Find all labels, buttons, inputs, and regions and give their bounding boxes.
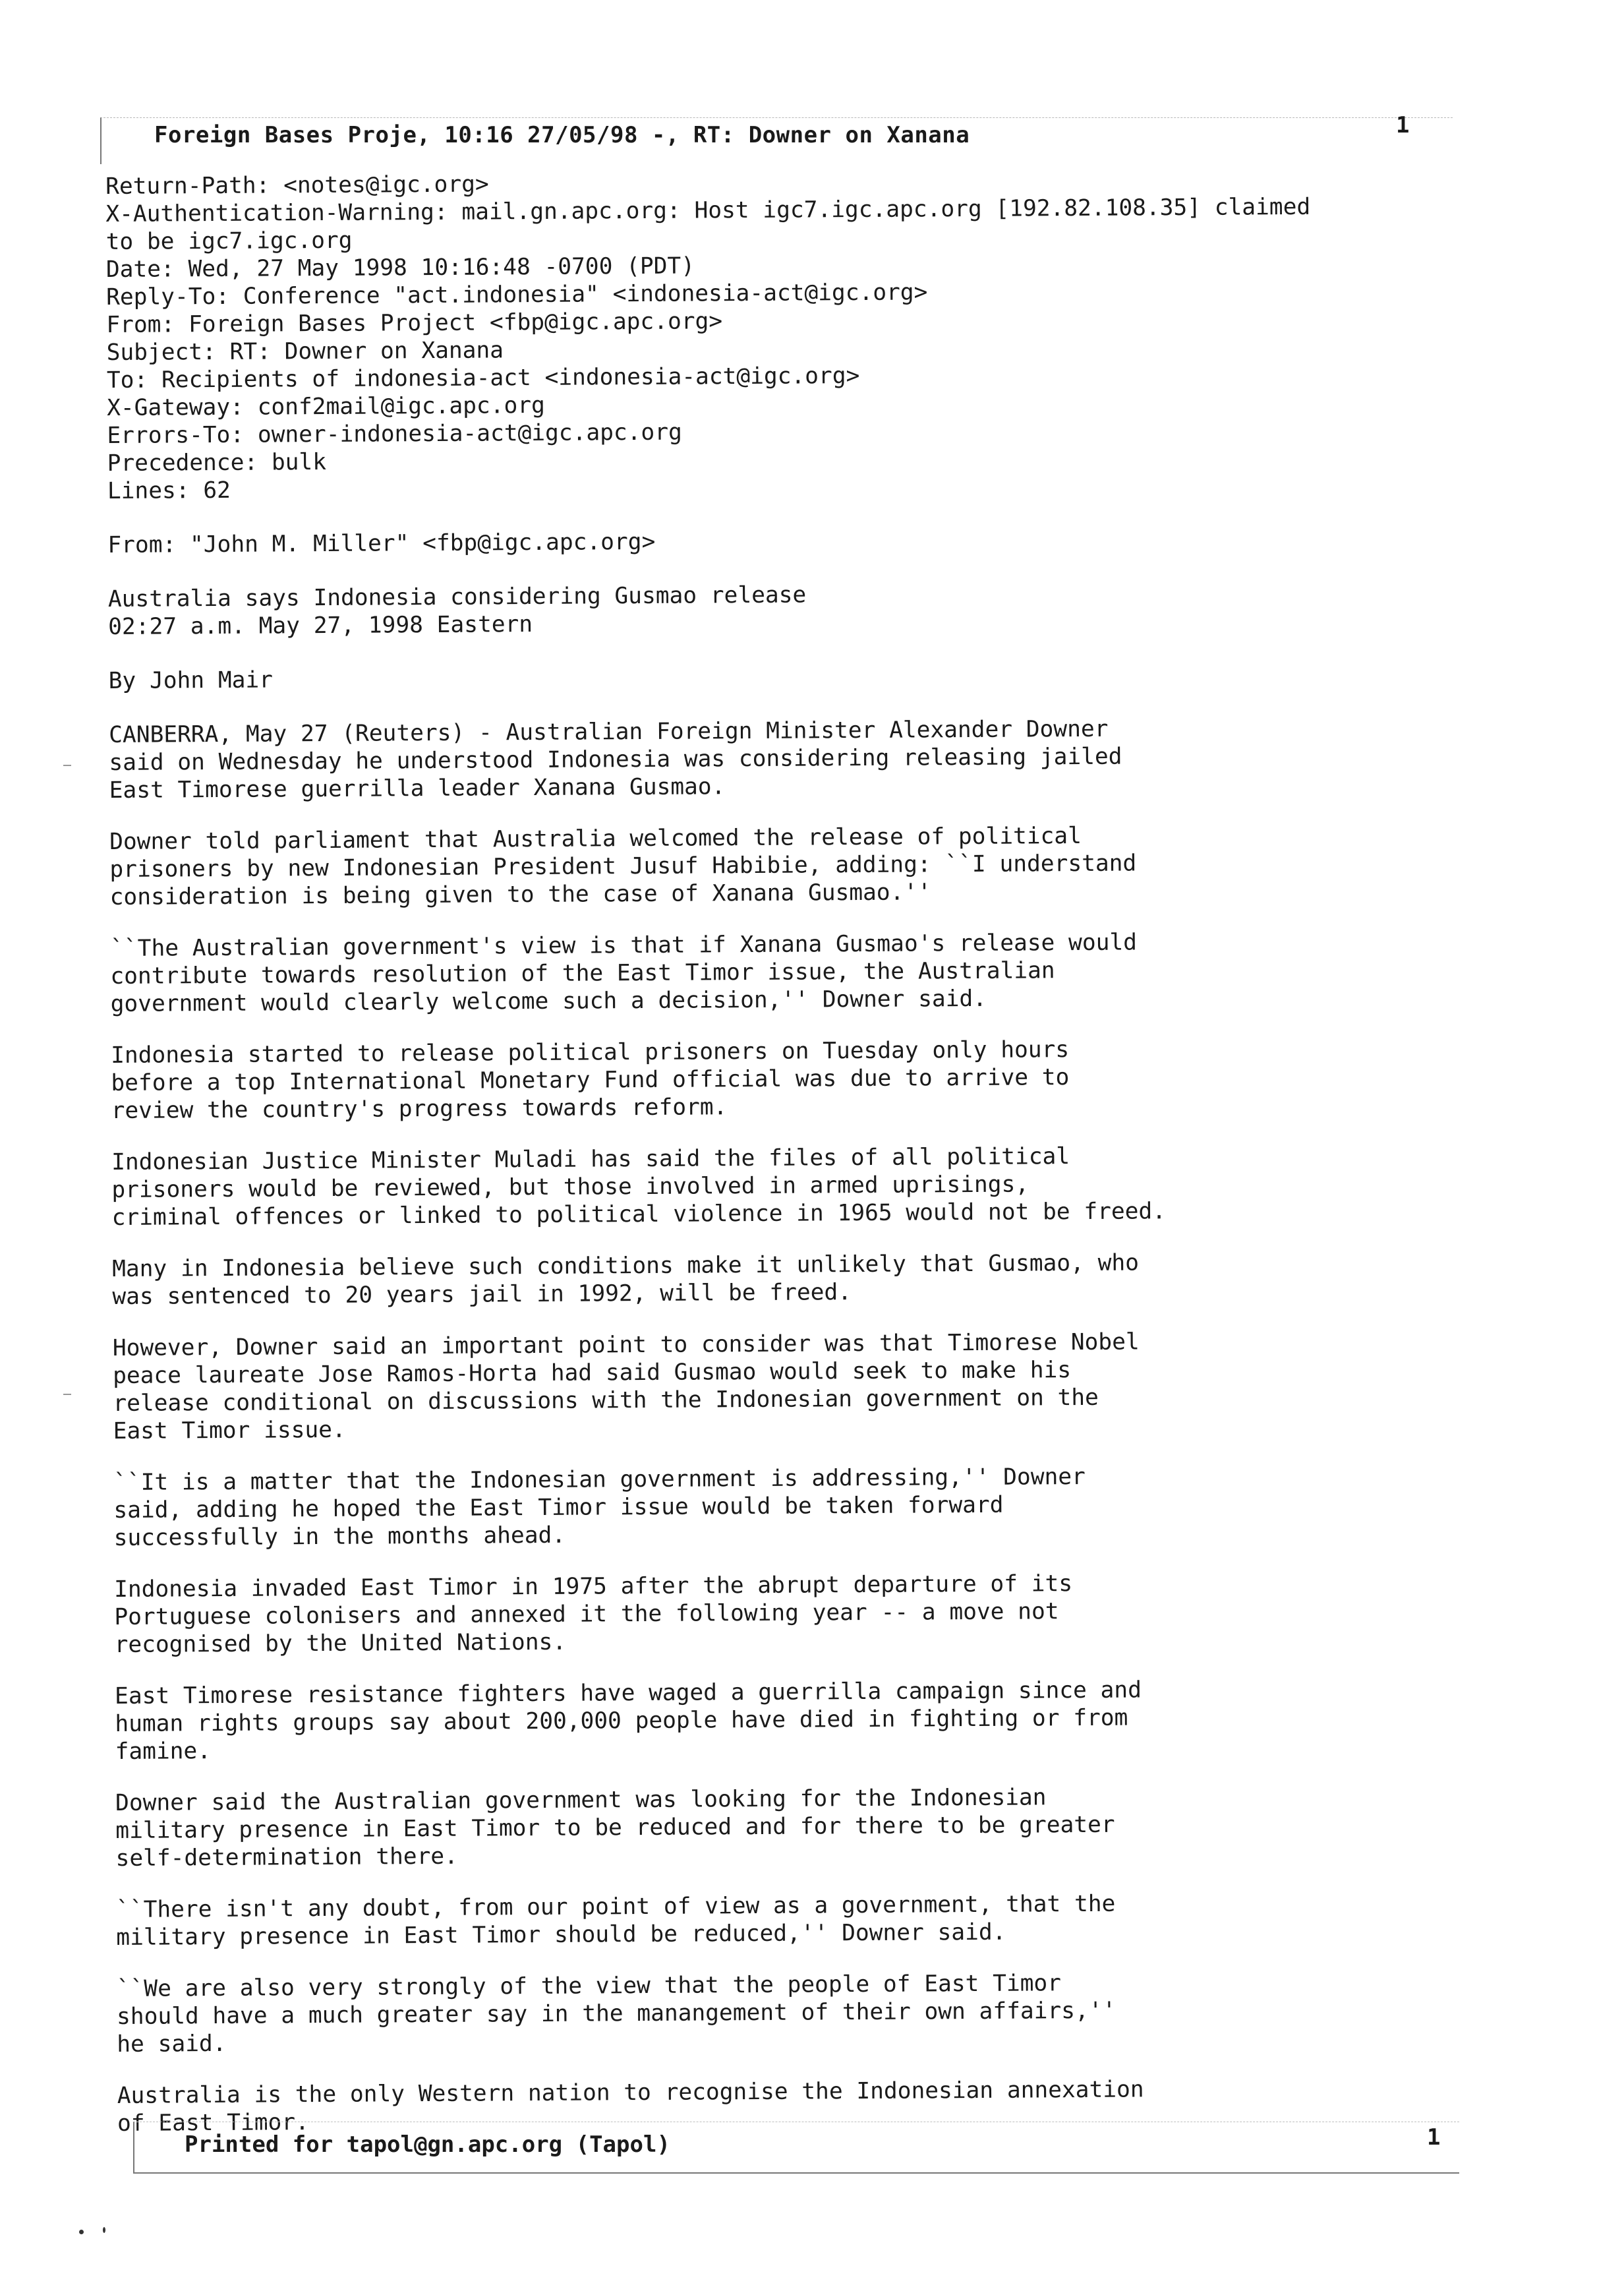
article-paragraph: ``There isn't any doubt, from our point of view as a government, that the military presence in East Timor should be reduced,'' Downer said. — [115, 1890, 1116, 1951]
article-paragraph: Downer said the Australian government was looking for the Indonesian military presence in East Timor to be reduced and for there to be greater self-determination there. — [115, 1784, 1115, 1872]
header-line: Subject: RT: Downer on Xanana — [106, 337, 504, 366]
article-paragraph: However, Downer said an important point to consider was that Timorese Nobel peace laureate Jose Ramos-Horta had said Gusmao would seek to make his release conditional on discussions with the Indonesian government on the East Timor issue. — [112, 1328, 1140, 1444]
header-line: X-Authentication-Warning: mail.gn.apc.org: Host igc7.igc.apc.org [192.82.108.35] claimed — [105, 193, 1311, 227]
article-paragraph: Downer told parliament that Australia welcomed the release of political prisoners by new Indonesian President Jusuf Habibie, adding: ``I understand consideration is being given to the case of Xanana Gusmao.'' — [109, 822, 1137, 910]
margin-mark — [63, 1394, 71, 1395]
email-headers — [105, 164, 1492, 505]
article-paragraph: Indonesian Justice Minister Muladi has said the files of all political prisoners would be reviewed, but those involved in armed uprisings, criminal offences or linked to political violence in 1965 would not be freed. — [111, 1143, 1167, 1231]
header-line: Date: Wed, 27 May 1998 10:16:48 -0700 (PDT) — [105, 253, 695, 283]
article-paragraph: Many in Indonesia believe such conditions make it unlikely that Gusmao, who was sentenced to 20 years jail in 1992, will be freed. — [112, 1249, 1140, 1310]
header-line: To: Recipients of indonesia-act <indonesia-act@igc.org> — [106, 363, 860, 394]
article-paragraph: CANBERRA, May 27 (Reuters) - Australian Foreign Minister Alexander Downer said on Wednesday he understood Indonesia was considering releasing jailed East Timorese guerrilla leader Xanana Gusmao. — [109, 715, 1122, 804]
article-paragraph: ``We are also very strongly of the view that the people of East Timor should have a much greater say in the manangement of their own affairs,'' he said. — [116, 1970, 1116, 2058]
printed-for-text: Printed for tapol@gn.apc.org (Tapol) — [185, 2131, 670, 2158]
header-line: Lines: 62 — [107, 477, 231, 504]
article-paragraph: East Timorese resistance fighters have waged a guerrilla campaign since and human rights groups say about 200,000 people have died in fighting or from famine. — [114, 1677, 1142, 1765]
header-line: Return-Path: <notes@igc.org> — [105, 171, 489, 200]
header-line: Errors-To: owner-indonesia-act@igc.apc.org — [107, 419, 682, 449]
header-page-number: 1 — [1396, 112, 1410, 138]
footer-page-number: 1 — [1427, 2124, 1441, 2151]
article-headline: Australia says Indonesia considering Gusmao release — [107, 581, 807, 612]
print-footer-bar — [133, 2122, 1459, 2174]
print-header-title: Foreign Bases Proje, 10:16 27/05/98 -, RT: Downer on Xanana — [154, 122, 970, 148]
article-body — [109, 713, 1501, 2137]
header-line: Precedence: bulk — [107, 448, 327, 477]
article-paragraph: Australia is the only Western nation to recognise the Indonesian annexation of East Timor. — [117, 2076, 1144, 2137]
article-paragraph: ``The Australian government's view is that if Xanana Gusmao's release would contribute towards resolution of the East Timor issue, the Australian government would clearly welcome such a decision,'' Downer said. — [110, 929, 1138, 1017]
article-paragraph: ``It is a matter that the Indonesian government is addressing,'' Downer said, adding he hoped the East Timor issue would be taken forward successfully in the months ahead. — [113, 1463, 1086, 1551]
header-line: Reply-To: Conference "act.indonesia" <indonesia-act@igc.org> — [106, 279, 928, 311]
article-paragraph: Indonesia started to release political prisoners on Tuesday only hours before a top International Monetary Fund official was due to arrive to review the country's progress towards reform. — [111, 1036, 1070, 1124]
email-message — [105, 164, 1501, 2161]
header-line: X-Gateway: conf2mail@igc.apc.org — [107, 392, 545, 421]
article-dateline: 02:27 a.m. May 27, 1998 Eastern — [108, 611, 533, 640]
print-header-bar — [100, 117, 1453, 164]
article-byline: By John Mair — [108, 667, 274, 694]
scan-speck — [103, 2227, 105, 2233]
forwarded-from-line: From: "John M. Miller" <fbp@igc.apc.org> — [107, 528, 656, 558]
header-line: From: Foreign Bases Project <fbp@igc.apc.org> — [106, 308, 723, 338]
scan-speck — [79, 2230, 84, 2234]
margin-mark — [63, 765, 71, 766]
header-line: to be igc7.igc.org — [105, 227, 353, 255]
article-paragraph: Indonesia invaded East Timor in 1975 after the abrupt departure of its Portuguese colonisers and annexed it the following year -- a move not recognised by the United Nations. — [114, 1570, 1073, 1658]
